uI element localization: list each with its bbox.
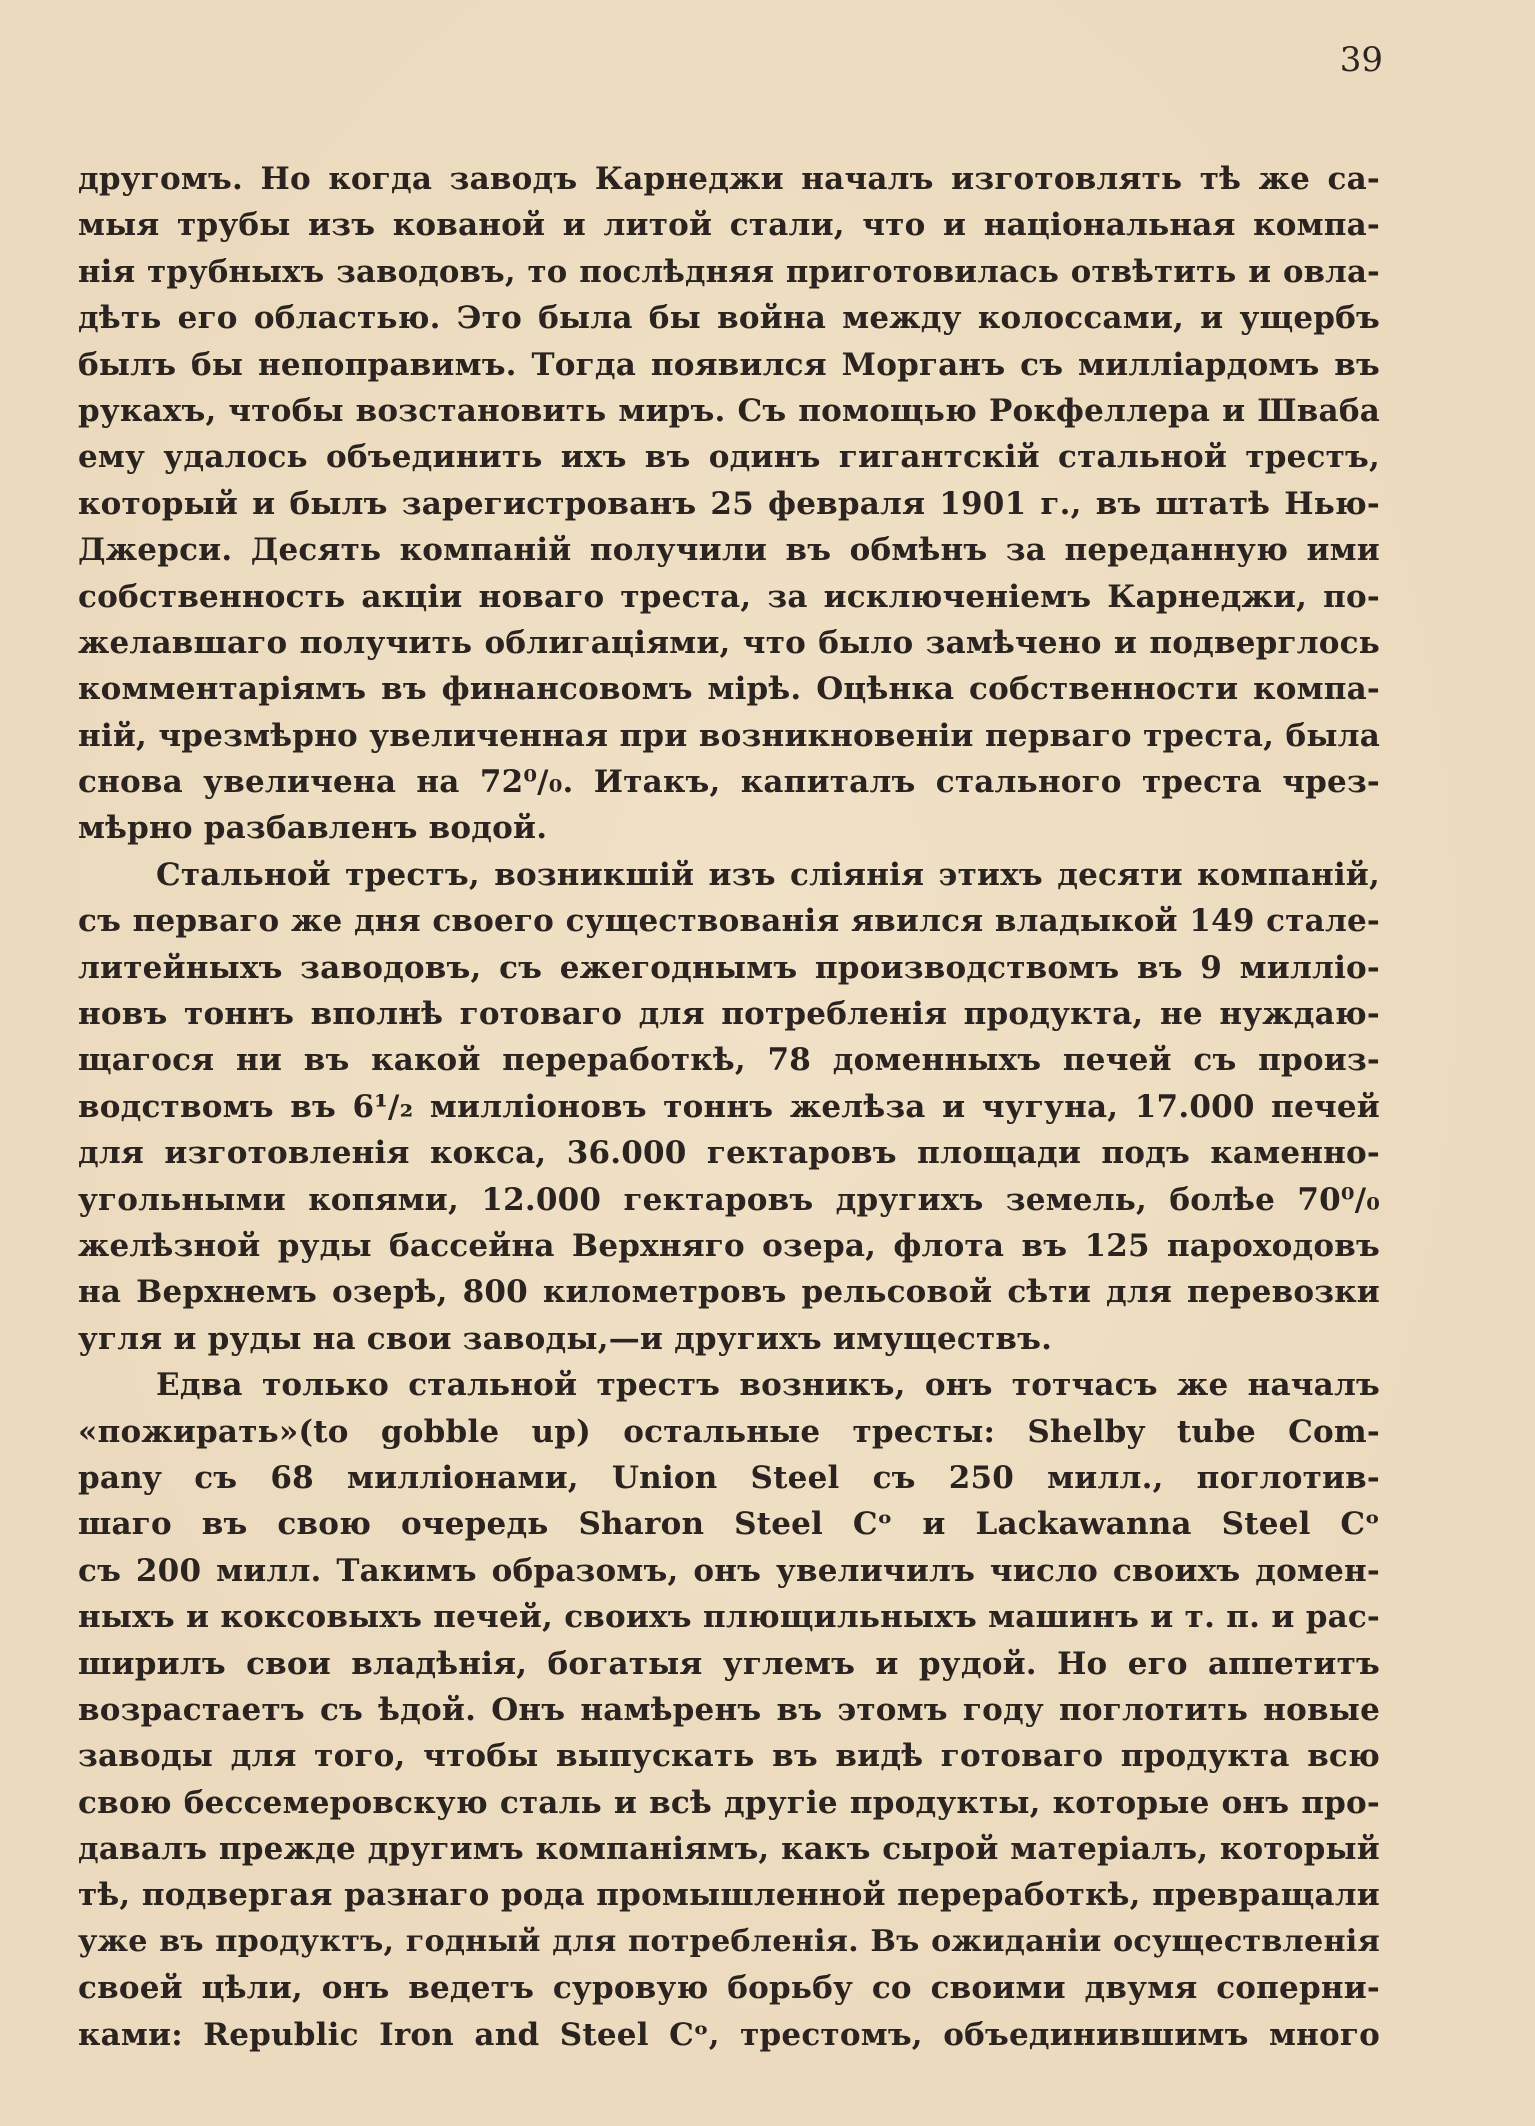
text-line: водствомъ въ 6¹/₂ милліоновъ тоннъ желѣза и чугуна, 17.000 печей: [78, 1088, 1380, 1125]
paragraph-3: [78, 1362, 1380, 2058]
text-line: Едва только стальной трестъ возникъ, онъ тотчасъ же началъ: [156, 1367, 1380, 1404]
text-line: ныхъ и коксовыхъ печей, своихъ плющильныхъ машинъ и т. п. и рас-: [78, 1599, 1380, 1636]
text-line: новъ тоннъ вполнѣ готоваго для потребленія продукта, не нуждаю-: [78, 996, 1380, 1033]
text-line: комментаріямъ въ финансовомъ мірѣ. Оцѣнка собственности компа-: [78, 671, 1380, 708]
paragraph-1: [78, 156, 1380, 852]
text-line: желѣзной руды бассейна Верхняго озера, флота въ 125 пароходовъ: [78, 1227, 1380, 1264]
text-line: рукахъ, чтобы возстановить миръ. Съ помощью Рокфеллера и Шваба: [78, 392, 1380, 429]
paragraph-2: [78, 852, 1380, 1362]
text-line: своей цѣли, онъ ведетъ суровую борьбу со своими двумя соперни-: [78, 1970, 1380, 2007]
text-line: другомъ. Но когда заводъ Карнеджи началъ изготовлять тѣ же са-: [78, 161, 1380, 197]
text-line: на Верхнемъ озерѣ, 800 километровъ рельсовой сѣти для перевозки: [78, 1274, 1380, 1311]
text-line: литейныхъ заводовъ, съ ежегоднымъ производствомъ въ 9 милліо-: [78, 949, 1380, 986]
text-line: нія трубныхъ заводовъ, то послѣдняя приготовилась отвѣтить и овла-: [78, 253, 1380, 290]
text-line: ширилъ свои владѣнія, богатыя углемъ и рудой. Но его аппетитъ: [78, 1645, 1380, 1682]
text-line: тѣ, подвергая разнаго рода промышленной переработкѣ, превращали: [78, 1877, 1380, 1914]
text-line: угольными копями, 12.000 гектаровъ другихъ земель, болѣе 70⁰/₀: [78, 1181, 1380, 1218]
text-line: для изготовленія кокса, 36.000 гектаровъ площади подъ каменно-: [78, 1135, 1380, 1172]
text-line: свою бессемеровскую сталь и всѣ другіе продукты, которые онъ про-: [78, 1784, 1380, 1821]
text-line: Стальной трестъ, возникшій изъ слiянія этихъ десяти компаній,: [156, 856, 1380, 893]
text-line: мѣрно разбавленъ водой.: [78, 810, 548, 847]
text-line: pany съ 68 милліонами, Union Steel съ 250 милл., поглотив-: [78, 1459, 1380, 1496]
text-line: который и былъ зарегистрованъ 25 февраля 1901 г., въ штатѣ Нью-: [78, 485, 1380, 522]
text-line: былъ бы непоправимъ. Тогда появился Морганъ съ милліардомъ въ: [78, 346, 1380, 383]
page-number: 39: [1339, 40, 1383, 80]
text-line: снова увеличена на 72⁰/₀. Итакъ, капиталъ стального треста чрез-: [78, 764, 1380, 801]
text-line: шаго въ свою очередь Sharon Steel Cᵒ и Lackawanna Steel Cᵒ: [78, 1506, 1380, 1543]
text-line: заводы для того, чтобы выпускать въ видѣ готоваго продукта всю: [78, 1738, 1380, 1775]
text-line: Джерси. Десять компаній получили въ обмѣнъ за переданную ими: [78, 532, 1380, 569]
text-line: уже въ продуктъ, годный для потребленія. Въ ожиданіи осуществленія: [78, 1923, 1380, 1959]
text-line: возрастаетъ съ ѣдой. Онъ намѣренъ въ этомъ году поглотить новые: [78, 1691, 1380, 1728]
text-line: ками: Republic Iron and Steel Cᵒ, трестомъ, объединившимъ много: [78, 2016, 1380, 2053]
text-line: угля и руды на свои заводы,—и другихъ имуществъ.: [78, 1320, 1053, 1357]
text-line: желавшаго получить облигаціями, что было замѣчено и подверглось: [78, 624, 1380, 661]
text-line: щагося ни въ какой переработкѣ, 78 доменныхъ печей съ произ-: [78, 1042, 1380, 1079]
text-line: давалъ прежде другимъ компаніямъ, какъ сырой матеріалъ, который: [78, 1831, 1380, 1868]
text-line: дѣть его областью. Это была бы война между колоссами, и ущербъ: [78, 300, 1380, 337]
text-line: собственность акціи новаго треста, за исключеніемъ Карнеджи, по-: [78, 578, 1380, 615]
text-line: съ перваго же дня своего существованія явился владыкой 149 стале-: [78, 903, 1380, 940]
body-text: [78, 156, 1380, 2058]
text-line: съ 200 милл. Такимъ образомъ, онъ увеличилъ число своихъ домен-: [78, 1552, 1380, 1589]
text-line: «пожирать»(to gobble up) остальные тресты: Shelby tube Com-: [78, 1413, 1380, 1450]
text-line: мыя трубы изъ кованой и литой стали, что и національная компа-: [78, 207, 1380, 244]
text-line: ній, чрезмѣрно увеличенная при возникновеніи перваго треста, была: [78, 717, 1380, 754]
text-line: ему удалось объединить ихъ въ одинъ гигантскій стальной трестъ,: [78, 439, 1380, 476]
